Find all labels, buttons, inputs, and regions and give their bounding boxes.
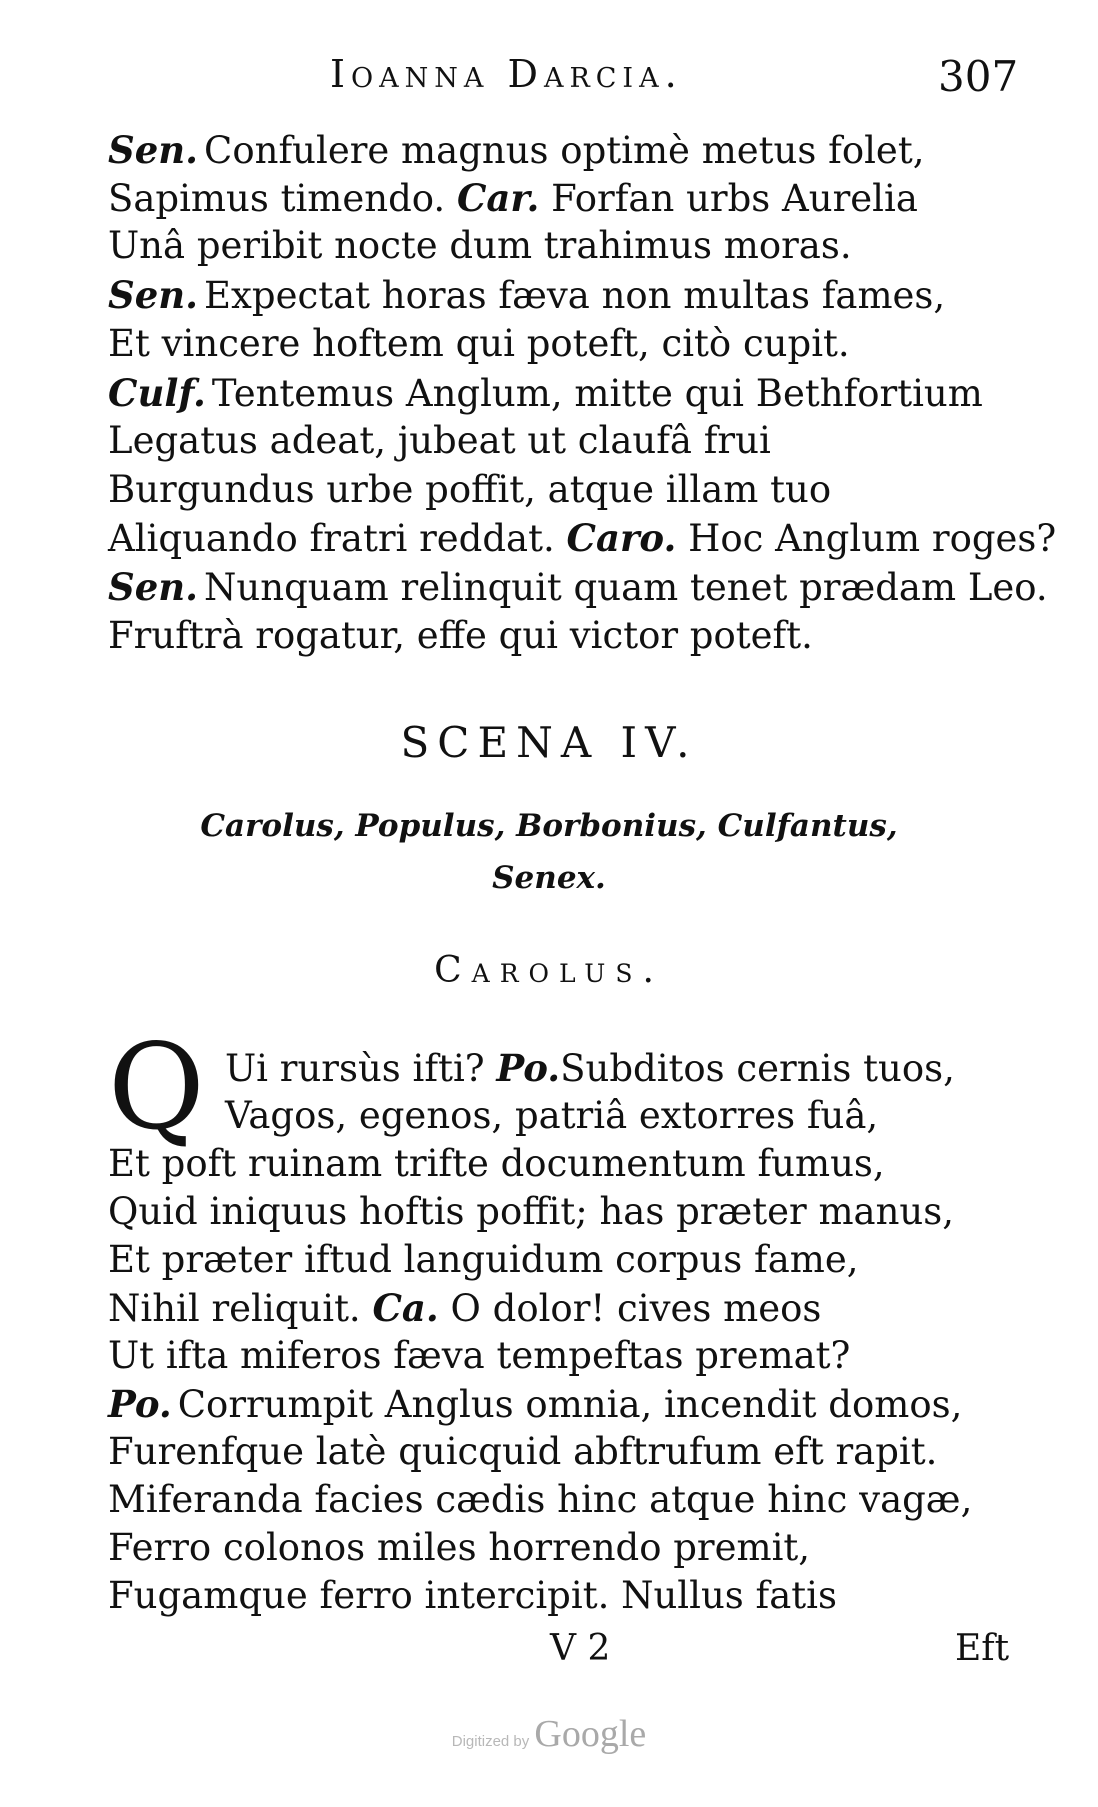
verse-text: Nunquam relinquit quam tenet prædam Leo. <box>204 566 1048 609</box>
verse-text: Ferro colonos miles horrendo premit, <box>108 1526 811 1569</box>
signature-mark: V 2 <box>550 1628 611 1669</box>
verse-text: Fugamque ferro intercipit. Nullus fatis <box>108 1574 837 1617</box>
verse-text: Confulere magnus optimè metus folet, <box>204 129 925 172</box>
verse-text: Quid iniquus hoftis poffit; has præter manus, <box>108 1190 955 1233</box>
verse-text: O dolor! cives meos <box>450 1287 822 1330</box>
verse-line <box>108 563 1048 611</box>
speaker-label: Car. <box>456 176 540 220</box>
speaker-label: Ca. <box>372 1286 439 1330</box>
verse-text: Hoc Anglum roges? <box>688 517 1057 560</box>
verse-text: Miferanda facies cædis hinc atque hinc vagæ, <box>108 1478 973 1521</box>
digitization-watermark <box>0 1712 1098 1756</box>
verse-line <box>108 369 983 417</box>
speaker-label: Po. <box>108 1382 172 1426</box>
verse-text: Ui rursùs ifti? <box>225 1047 485 1090</box>
verse-text: Et poft ruinam trifte documentum fumus, <box>108 1142 885 1185</box>
verse-text: Tentemus Anglum, mitte qui Bethfortium <box>211 372 983 415</box>
google-logo: Google <box>534 1713 647 1755</box>
verse-text: Et vincere hoftem qui poteft, citò cupit. <box>108 322 850 365</box>
verse-line <box>108 320 850 368</box>
verse-text: Sapimus timendo. <box>108 177 446 220</box>
speaker-label: Po. <box>496 1046 561 1090</box>
verse-text: Nihil reliquit. <box>108 1287 361 1330</box>
verse-text: Vagos, egenos, patriâ extorres fuâ, <box>225 1094 879 1137</box>
verse-text: Unâ peribit nocte dum trahimus moras. <box>108 224 852 267</box>
verse-line <box>108 1476 972 1524</box>
verse-text: Ut ifta miferos fæva tempeftas premat? <box>108 1334 851 1377</box>
verse-line <box>108 1140 885 1188</box>
speaker-label: Sen. <box>108 128 199 172</box>
scene-title: SCENA IV. <box>400 718 698 767</box>
verse-text: Corrumpit Anglus omnia, incendit domos, <box>177 1383 963 1426</box>
verse-line <box>108 1284 821 1332</box>
verse-line <box>225 1044 955 1092</box>
verse-line <box>108 1524 810 1572</box>
verse-text: Aliquando fratri reddat. <box>108 517 555 560</box>
verse-line <box>108 1332 850 1380</box>
dramatis-personae: Carolus, Populus, Borbonius, Culfantus, <box>200 808 898 844</box>
verse-line <box>225 1092 878 1140</box>
verse-text: Fruftrà rogatur, effe qui victor poteft. <box>108 614 813 657</box>
verse-line <box>108 126 924 174</box>
verse-text: Legatus adeat, jubeat ut claufâ frui <box>108 419 771 462</box>
speaker-label: Culf. <box>108 371 206 415</box>
catchword: Eft <box>955 1628 1010 1669</box>
verse-line <box>108 1380 962 1428</box>
speaker-heading: Carolus. <box>434 950 664 991</box>
verse-text: Burgundus urbe poffit, atque illam tuo <box>108 468 832 511</box>
digitized-by-label: Digitized by <box>451 1733 530 1750</box>
verse-text: Subditos cernis tuos, <box>560 1047 955 1090</box>
running-title: Ioanna Darcia. <box>330 52 683 96</box>
speaker-label: Sen. <box>108 565 199 609</box>
verse-text: Expectat horas fæva non multas fames, <box>204 274 946 317</box>
verse-line <box>108 1236 859 1284</box>
verse-line <box>108 1188 954 1236</box>
verse-text: Et præter iftud languidum corpus fame, <box>108 1238 859 1281</box>
dramatis-personae: Senex. <box>492 860 606 896</box>
verse-line <box>108 1428 937 1476</box>
verse-line <box>108 174 918 222</box>
drop-cap: Q <box>108 1018 205 1156</box>
verse-text: Forfan urbs Aurelia <box>551 177 918 220</box>
running-head <box>0 52 1098 112</box>
verse-line <box>108 514 1056 562</box>
verse-line <box>108 1572 837 1620</box>
verse-text: Furenfque latè quicquid abftrufum eft rapit. <box>108 1430 938 1473</box>
page-number: 307 <box>938 52 1019 101</box>
verse-line <box>108 222 852 270</box>
verse-line <box>108 466 831 514</box>
speaker-label: Sen. <box>108 273 199 317</box>
speaker-label: Caro. <box>566 516 677 560</box>
verse-line <box>108 612 813 660</box>
verse-line <box>108 271 945 319</box>
verse-line <box>108 417 771 465</box>
